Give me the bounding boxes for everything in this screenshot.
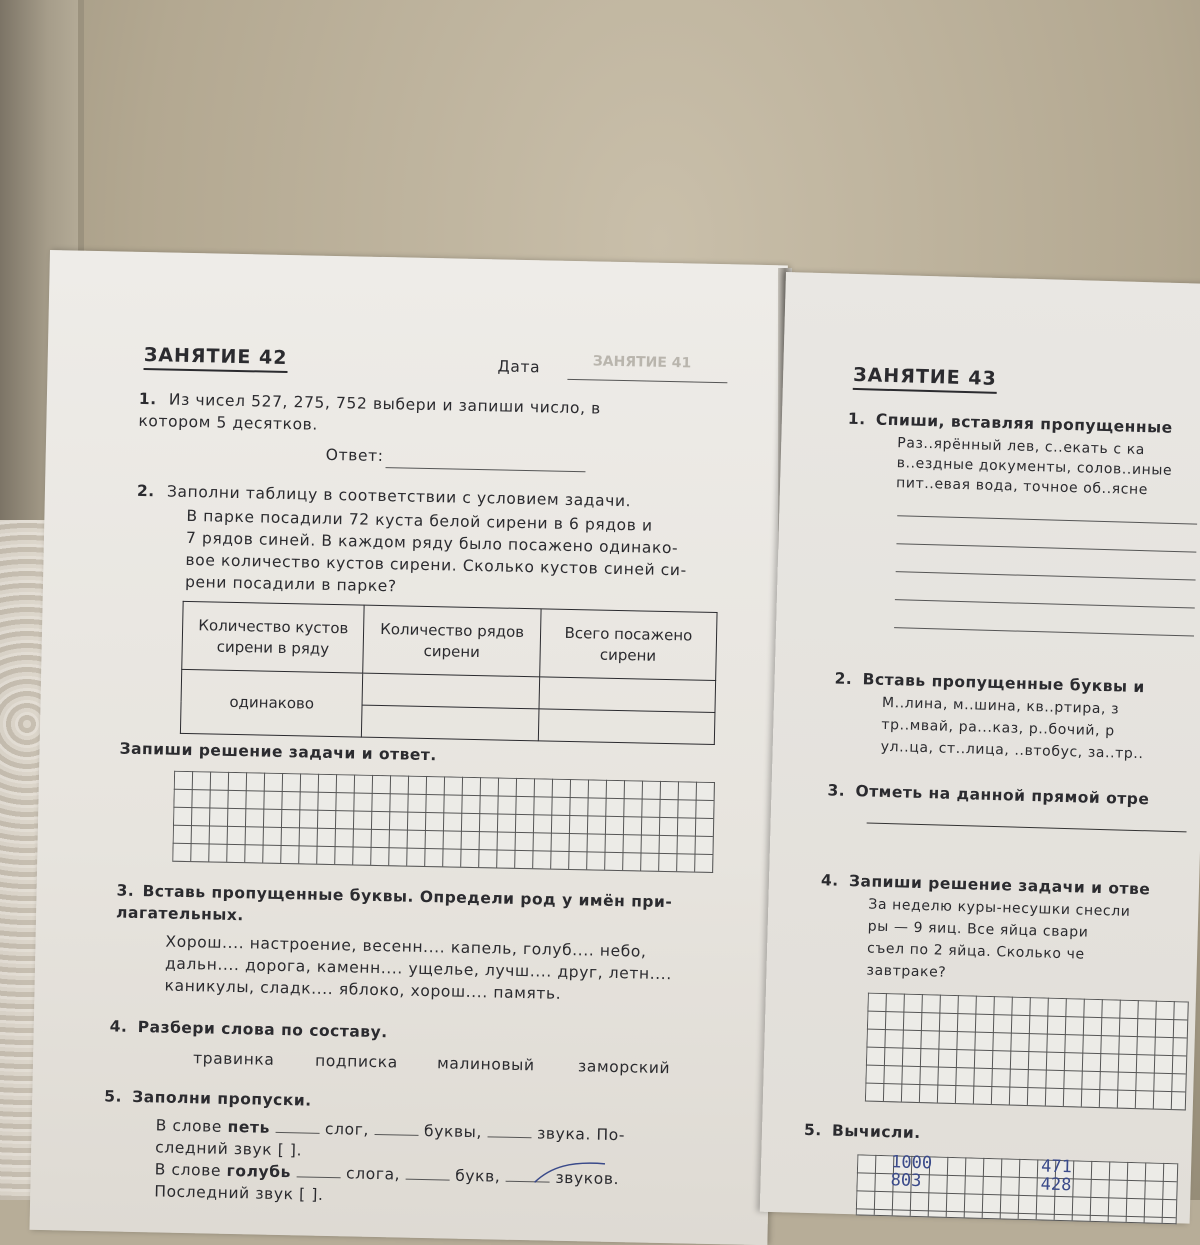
task4-word: малиновый	[436, 1054, 535, 1075]
task2-problem-line: 7 рядов синей. В каждом ряду было посажено одинако-	[185, 528, 679, 558]
task1-title: Спиши, вставляя пропущенные	[875, 410, 1173, 437]
handwritten-number: 1000	[890, 1152, 933, 1174]
table-header-rows: Количество рядов сирени	[363, 605, 541, 677]
writing-line	[896, 571, 1196, 580]
table-cell-empty[interactable]	[539, 677, 716, 713]
blank[interactable]	[406, 1179, 450, 1181]
task2-problem-line: В парке посадили 72 куста белой сирени в 6 рядов и	[186, 506, 653, 535]
task5-line2: следний звук [ ].	[155, 1138, 303, 1160]
handwritten-number: 471	[1040, 1156, 1073, 1178]
task1-number: 1.	[847, 409, 866, 429]
handwritten-numbers	[1040, 1157, 1072, 1194]
task5-text: слога,	[345, 1164, 401, 1184]
task2-number: 2.	[136, 481, 155, 501]
writing-line	[897, 515, 1197, 524]
solution-label: Запиши решение задачи и ответ.	[119, 739, 437, 765]
task5-word: петь	[227, 1117, 271, 1137]
task1-number: 1.	[138, 389, 157, 409]
table-cell-empty[interactable]	[362, 705, 539, 741]
task1-line1: Из чисел 527, 275, 752 выбери и запиши число, в	[168, 390, 602, 418]
task4-word: заморский	[577, 1057, 671, 1078]
lesson-title: ЗАНЯТИЕ 42	[144, 344, 288, 373]
task1-line: Раз..ярённый лев, с..екать с ка	[897, 435, 1146, 459]
task5-text: буквы,	[423, 1122, 483, 1142]
task5-title: Вычисли.	[831, 1121, 921, 1143]
task5-text: звуков.	[555, 1168, 620, 1189]
pen-mark	[530, 1156, 611, 1188]
handwritten-numbers	[890, 1153, 932, 1190]
task4-number: 4.	[109, 1017, 128, 1036]
task3-number: 3.	[116, 881, 135, 900]
task5-number: 5.	[803, 1120, 822, 1140]
task4-title: Разбери слова по составу.	[137, 1018, 388, 1042]
task5-text: звука. По-	[536, 1124, 626, 1145]
task2-problem-line: вое количество кустов сирени. Сколько кустов синей си-	[185, 550, 687, 580]
task4-line: За неделю куры-несушки снесли	[868, 896, 1131, 920]
task2-title: Вставь пропущенные буквы и	[862, 670, 1146, 697]
task4-word: травинка	[192, 1049, 275, 1069]
answer-label: Ответ:	[325, 445, 384, 466]
task5-text: слог,	[324, 1119, 370, 1139]
task3-title: Отметь на данной прямой отре	[855, 782, 1150, 809]
task4-number: 4.	[820, 871, 839, 890]
task2-number: 2.	[834, 669, 853, 689]
task3-title-line2: лагательных.	[115, 903, 244, 925]
task3-line: каникулы, сладк.... яблоко, хорош.... память.	[164, 976, 562, 1003]
task2-line: тр..мвай, ра...каз, р..бочий, р	[881, 716, 1115, 740]
writing-line	[895, 599, 1195, 608]
date-line	[567, 379, 727, 383]
date-label: Дата	[497, 357, 541, 377]
task3-title-line1: Вставь пропущенные буквы. Определи род у имён при-	[142, 882, 673, 912]
handwritten-number: 803	[890, 1170, 922, 1192]
task2-line: М..лина, м..шина, кв..ртира, з	[881, 694, 1120, 718]
writing-line	[896, 543, 1196, 552]
solution-grid[interactable]	[865, 993, 1189, 1111]
task2-problem-line: рени посадили в парке?	[184, 572, 397, 596]
task1-line2: котором 5 десятков.	[138, 411, 319, 434]
blank[interactable]	[275, 1132, 319, 1134]
task4-line: съел по 2 яйца. Сколько че	[866, 940, 1085, 963]
task4-word: подписка	[314, 1051, 398, 1072]
task5-line4: Последний звук [ ].	[154, 1182, 324, 1204]
task3-number: 3.	[827, 781, 846, 800]
task3-line: дальн.... дорога, каменн.... ущелье, лучш.... друг, летн....	[164, 954, 673, 984]
straight-line	[867, 822, 1187, 832]
right-page	[760, 272, 1200, 1224]
answer-line	[386, 467, 586, 472]
writing-line	[894, 627, 1194, 636]
task5-title: Заполни пропуски.	[132, 1087, 312, 1110]
task3-line: Хорош.... настроение, весенн.... капель, голуб.... небо,	[165, 932, 647, 961]
task4-line: ры — 9 яиц. Все яйца свари	[867, 918, 1089, 941]
lesson-title: ЗАНЯТИЕ 43	[853, 364, 997, 394]
table-cell-empty[interactable]	[538, 709, 715, 745]
table-header-total: Всего посажено сирени	[539, 609, 717, 681]
solution-grid[interactable]	[172, 771, 715, 873]
table-cell-empty[interactable]	[362, 673, 539, 709]
task4-title: Запиши решение задачи и отве	[848, 872, 1151, 899]
table-cell-same: одинаково	[180, 669, 363, 737]
blank[interactable]	[374, 1134, 418, 1136]
task2-title: Заполни таблицу в соответствии с условием задачи.	[166, 482, 632, 511]
fabric-seam	[78, 0, 84, 260]
left-page	[29, 250, 787, 1245]
handwritten-number: 428	[1040, 1174, 1072, 1196]
task1-line: пит..евая вода, точное об..ясне	[895, 475, 1149, 499]
task1-line: в..ездные документы, солов..иные	[896, 455, 1173, 479]
ghost-text: ЗАНЯТИЕ 41	[592, 353, 692, 372]
lilac-table	[180, 601, 718, 745]
task5-word: голубь	[226, 1161, 292, 1182]
task2-line: ул..ца, ст..лица, ..втобус, за..тр..	[880, 738, 1144, 763]
task4-line: завтраке?	[866, 962, 947, 981]
task5-text: букв,	[455, 1166, 501, 1186]
task5-number: 5.	[104, 1087, 123, 1106]
task5-text: В слове	[155, 1116, 223, 1136]
task5-text: В слове	[154, 1160, 222, 1180]
blank[interactable]	[487, 1136, 531, 1138]
blank[interactable]	[296, 1176, 340, 1178]
table-header-per-row: Количество кустов сирени в ряду	[182, 601, 365, 673]
